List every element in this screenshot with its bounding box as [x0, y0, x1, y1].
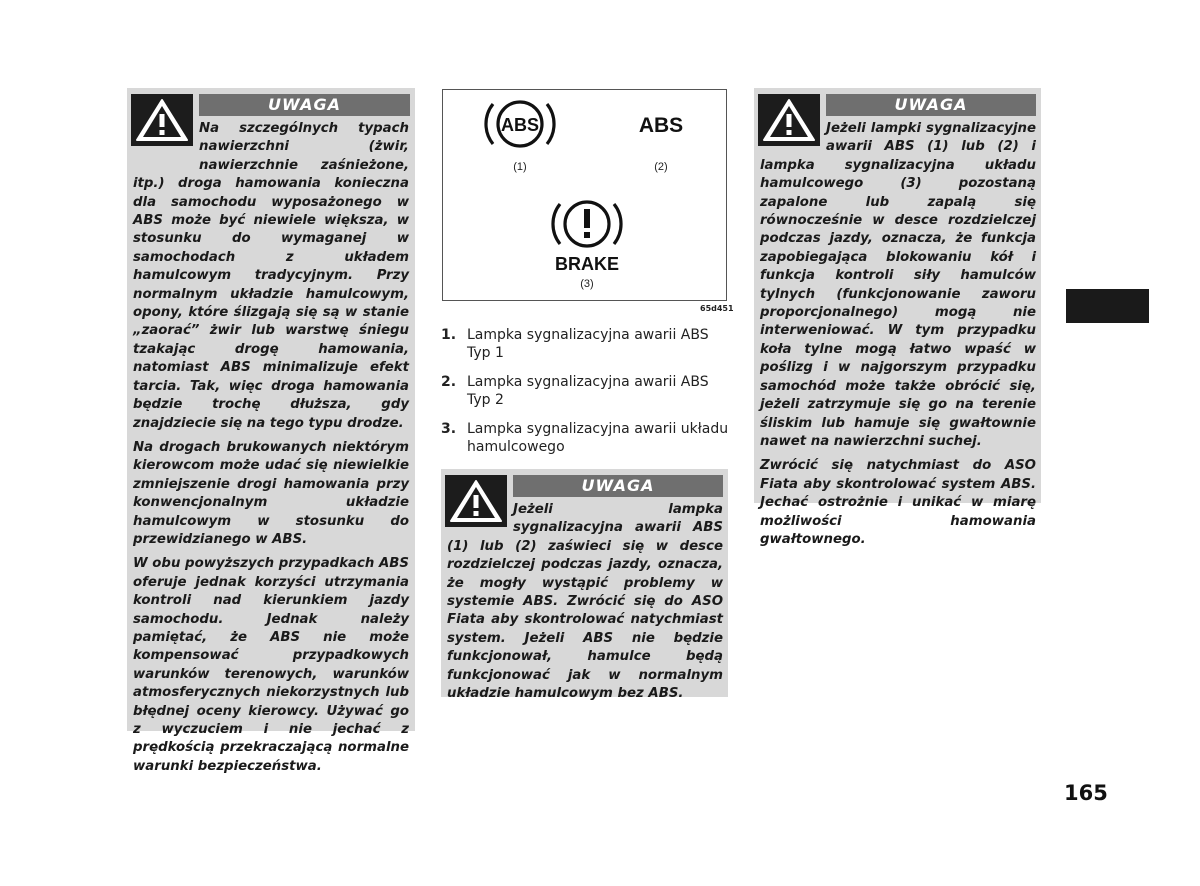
abs-icon-label: ABS [500, 115, 540, 135]
middle-warning-box [441, 469, 728, 702]
item-text: Lampka sygnalizacyjna awarii ABS Typ 2 [467, 374, 709, 408]
section-tab-marker [1066, 289, 1149, 323]
warning-paragraph: Zwrócić się natychmiast do ASO Fiata aby skontrolować system ABS. Jechać ostrożnie i unikać w miarę możliwości hamowania gwałtownego. [760, 458, 1036, 547]
list-item [441, 420, 731, 456]
exclamation-bar [584, 209, 590, 228]
warning-paragraph: Jeżeli lampka sygnalizacyjna awarii ABS (1) lub (2) zaświeci się w desce rozdzielczej podczas jazdy, oznacza, że mogły wystąpić problemy w systemie ABS. Zwrócić się do ASO Fiata aby skontrolować natychmiast system. Jeżeli ABS nie będzie funkcjonował, hamulce będą funkcjonować jak w normalnym układzie hamulcowym bez ABS. [447, 502, 723, 702]
exclamation-dot [584, 232, 590, 238]
caption-1: (1) [513, 161, 527, 173]
warning-title: UWAGA [513, 475, 723, 497]
page-number: 165 [1064, 781, 1108, 805]
warning-title: UWAGA [199, 94, 410, 116]
warning-paragraph: W obu powyższych przypadkach ABS oferuje jednak korzyści utrzymania kontroli nad kierunkiem jazdy samochodu. Jednak należy pamiętać, że ABS nie może kompensować przypadkowych warunków terenowych, warunków atmosferycznych niekorzystnych lub błędnej oceny kierowcy. Używać go z wyczuciem i nie jechać z prędkością przekraczającą normalne warunki bezpieczeństwa. [133, 556, 409, 774]
item-text: Lampka sygnalizacyjna awarii układu hamulcowego [467, 421, 729, 455]
warning-lights-figure [442, 89, 727, 301]
warning-title: UWAGA [826, 94, 1036, 116]
brake-label: BRAKE [554, 254, 620, 274]
item-number: 1. [441, 327, 457, 343]
warning-paragraph: Na drogach brukowanych niektórym kierowcom może udać się niewielkie zmniejszenie drogi hamowania przy konwencjonalnym układzie hamulcowym w stosunku do przewidzianego w ABS. [133, 439, 409, 547]
caption-3: (3) [580, 278, 594, 290]
legend-list [441, 326, 731, 467]
item-text: Lampka sygnalizacyjna awarii ABS Typ 1 [467, 327, 709, 361]
warning-text [133, 120, 409, 782]
list-item [441, 326, 731, 362]
item-number: 2. [441, 374, 457, 390]
abs-text-label: ABS [638, 114, 684, 137]
left-warning-box [127, 88, 415, 774]
right-warning-box [754, 88, 1041, 547]
list-item [441, 373, 731, 409]
figure-code: 65d451 [700, 304, 734, 313]
warning-text [447, 501, 723, 709]
caption-2: (2) [654, 161, 668, 173]
warning-text [760, 120, 1036, 555]
warning-paragraph: Na szczególnych typach nawierzchni (żwir, nawierzchnie zaśnieżone, itp.) droga hamowania konieczna dla samochodu wyposażonego w ABS może być niewiele większa, w stosunku do wymaganej w samochodach z układem hamulcowym tradycyjnym. Przy normalnym układzie hamulcowym, opony, które ślizgają się są w stanie „zaorać” żwir lub warstwę śniegu tzakając drogę hamowania, natomiast ABS minimalizuje efekt tarcia. Tak, więc droga hamowania będzie trochę dłuższa, gdy znajdziecie się na tego typu drodze. [133, 121, 409, 431]
item-number: 3. [441, 421, 457, 437]
warning-paragraph: Jeżeli lampki sygnalizacyjne awarii ABS (1) lub (2) i lampka sygnalizacyjna układu hamulcowego (3) pozostaną zapalone lub zapalą się równocześnie w desce rozdzielczej podczas jazdy, oznacza, że funkcja zapobiegająca blokowaniu kół i funkcja kontroli siły hamulców tylnych (funkcjonowanie zaworu proporcjonalnego) mogą nie interweniować. W tym przypadku koła tylne mogą łatwo wpaść w poślizg i w najgorszym przypadku samochód może także obrócić się, jeżeli zatrzymuje się go na terenie śliskim lub hamuje się gwałtownie nawet na nawierzchni suchej. [760, 121, 1036, 449]
figure-drawing [443, 90, 726, 300]
